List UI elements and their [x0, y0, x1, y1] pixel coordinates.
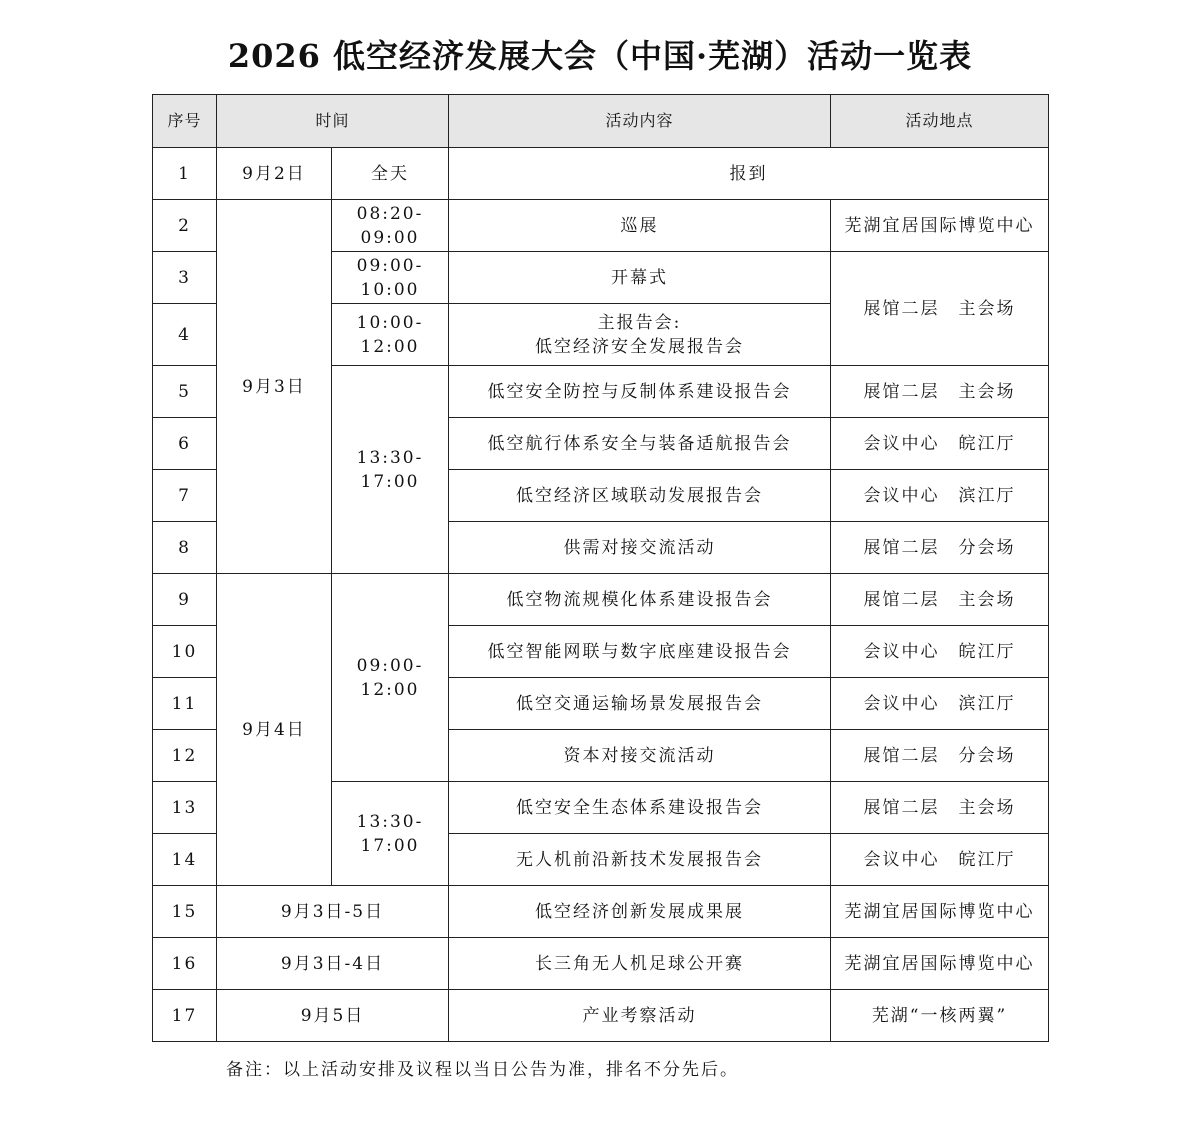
row-num: 7	[153, 470, 217, 522]
location-cell: 展馆二层 分会场	[831, 522, 1049, 574]
row-num: 4	[153, 304, 217, 366]
remark-note: 备注：以上活动安排及议程以当日公告为准，排名不分先后。	[226, 1060, 739, 1080]
content-cell: 低空经济区域联动发展报告会	[449, 470, 831, 522]
location-cell: 芜湖“一核两翼”	[831, 990, 1049, 1042]
content-cell: 低空安全生态体系建设报告会	[449, 782, 831, 834]
date-cell: 9月4日	[217, 574, 332, 886]
location-cell: 会议中心 皖江厅	[831, 834, 1049, 886]
header-num: 序号	[153, 95, 217, 148]
row-num: 13	[153, 782, 217, 834]
content-cell: 报到	[449, 148, 1049, 200]
activity-schedule-table	[152, 94, 1049, 1042]
row-num: 12	[153, 730, 217, 782]
content-cell: 无人机前沿新技术发展报告会	[449, 834, 831, 886]
row-num: 8	[153, 522, 217, 574]
location-cell: 展馆二层 分会场	[831, 730, 1049, 782]
date-cell: 9月2日	[217, 148, 332, 200]
location-cell: 会议中心 皖江厅	[831, 626, 1049, 678]
content-cell: 开幕式	[449, 252, 831, 304]
date-cell: 9月3日	[217, 200, 332, 574]
row-num: 14	[153, 834, 217, 886]
time-cell: 08:20-09:00	[332, 200, 449, 252]
location-cell: 会议中心 滨江厅	[831, 470, 1049, 522]
location-cell: 展馆二层 主会场	[831, 782, 1049, 834]
time-cell: 10:00-12:00	[332, 304, 449, 366]
date-cell: 9月3日-5日	[217, 886, 449, 938]
content-cell: 低空经济创新发展成果展	[449, 886, 831, 938]
location-cell: 展馆二层 主会场	[831, 252, 1049, 366]
location-cell: 芜湖宜居国际博览中心	[831, 200, 1049, 252]
content-cell: 巡展	[449, 200, 831, 252]
table-row	[153, 200, 1049, 252]
content-cell: 低空交通运输场景发展报告会	[449, 678, 831, 730]
row-num: 11	[153, 678, 217, 730]
content-cell: 资本对接交流活动	[449, 730, 831, 782]
row-num: 10	[153, 626, 217, 678]
header-content: 活动内容	[449, 95, 831, 148]
location-cell: 会议中心 皖江厅	[831, 418, 1049, 470]
table-row	[153, 574, 1049, 626]
header-time: 时间	[217, 95, 449, 148]
content-cell	[449, 304, 831, 366]
location-cell: 展馆二层 主会场	[831, 574, 1049, 626]
content-line: 低空经济安全发展报告会	[535, 336, 745, 357]
row-num: 2	[153, 200, 217, 252]
page-title: 2026 低空经济发展大会（中国·芜湖）活动一览表	[227, 37, 973, 75]
row-num: 6	[153, 418, 217, 470]
table-row	[153, 886, 1049, 938]
content-cell: 低空安全防控与反制体系建设报告会	[449, 366, 831, 418]
location-cell: 芜湖宜居国际博览中心	[831, 886, 1049, 938]
row-num: 15	[153, 886, 217, 938]
row-num: 16	[153, 938, 217, 990]
time-cell: 全天	[332, 148, 449, 200]
time-cell: 13:30-17:00	[332, 366, 449, 574]
location-cell: 会议中心 滨江厅	[831, 678, 1049, 730]
content-cell: 供需对接交流活动	[449, 522, 831, 574]
table-row	[153, 938, 1049, 990]
row-num: 9	[153, 574, 217, 626]
date-cell: 9月3日-4日	[217, 938, 449, 990]
table-row	[153, 990, 1049, 1042]
content-cell: 低空智能网联与数字底座建设报告会	[449, 626, 831, 678]
row-num: 3	[153, 252, 217, 304]
row-num: 1	[153, 148, 217, 200]
row-num: 5	[153, 366, 217, 418]
content-cell: 产业考察活动	[449, 990, 831, 1042]
location-cell: 芜湖宜居国际博览中心	[831, 938, 1049, 990]
location-cell: 展馆二层 主会场	[831, 366, 1049, 418]
content-line: 主报告会:	[597, 312, 682, 333]
content-cell: 低空航行体系安全与装备适航报告会	[449, 418, 831, 470]
time-cell: 09:00-10:00	[332, 252, 449, 304]
time-cell: 13:30-17:00	[332, 782, 449, 886]
table-row	[153, 148, 1049, 200]
content-cell: 低空物流规模化体系建设报告会	[449, 574, 831, 626]
table-header-row	[153, 95, 1049, 148]
time-cell: 09:00-12:00	[332, 574, 449, 782]
date-cell: 9月5日	[217, 990, 449, 1042]
row-num: 17	[153, 990, 217, 1042]
header-location: 活动地点	[831, 95, 1049, 148]
content-cell: 长三角无人机足球公开赛	[449, 938, 831, 990]
